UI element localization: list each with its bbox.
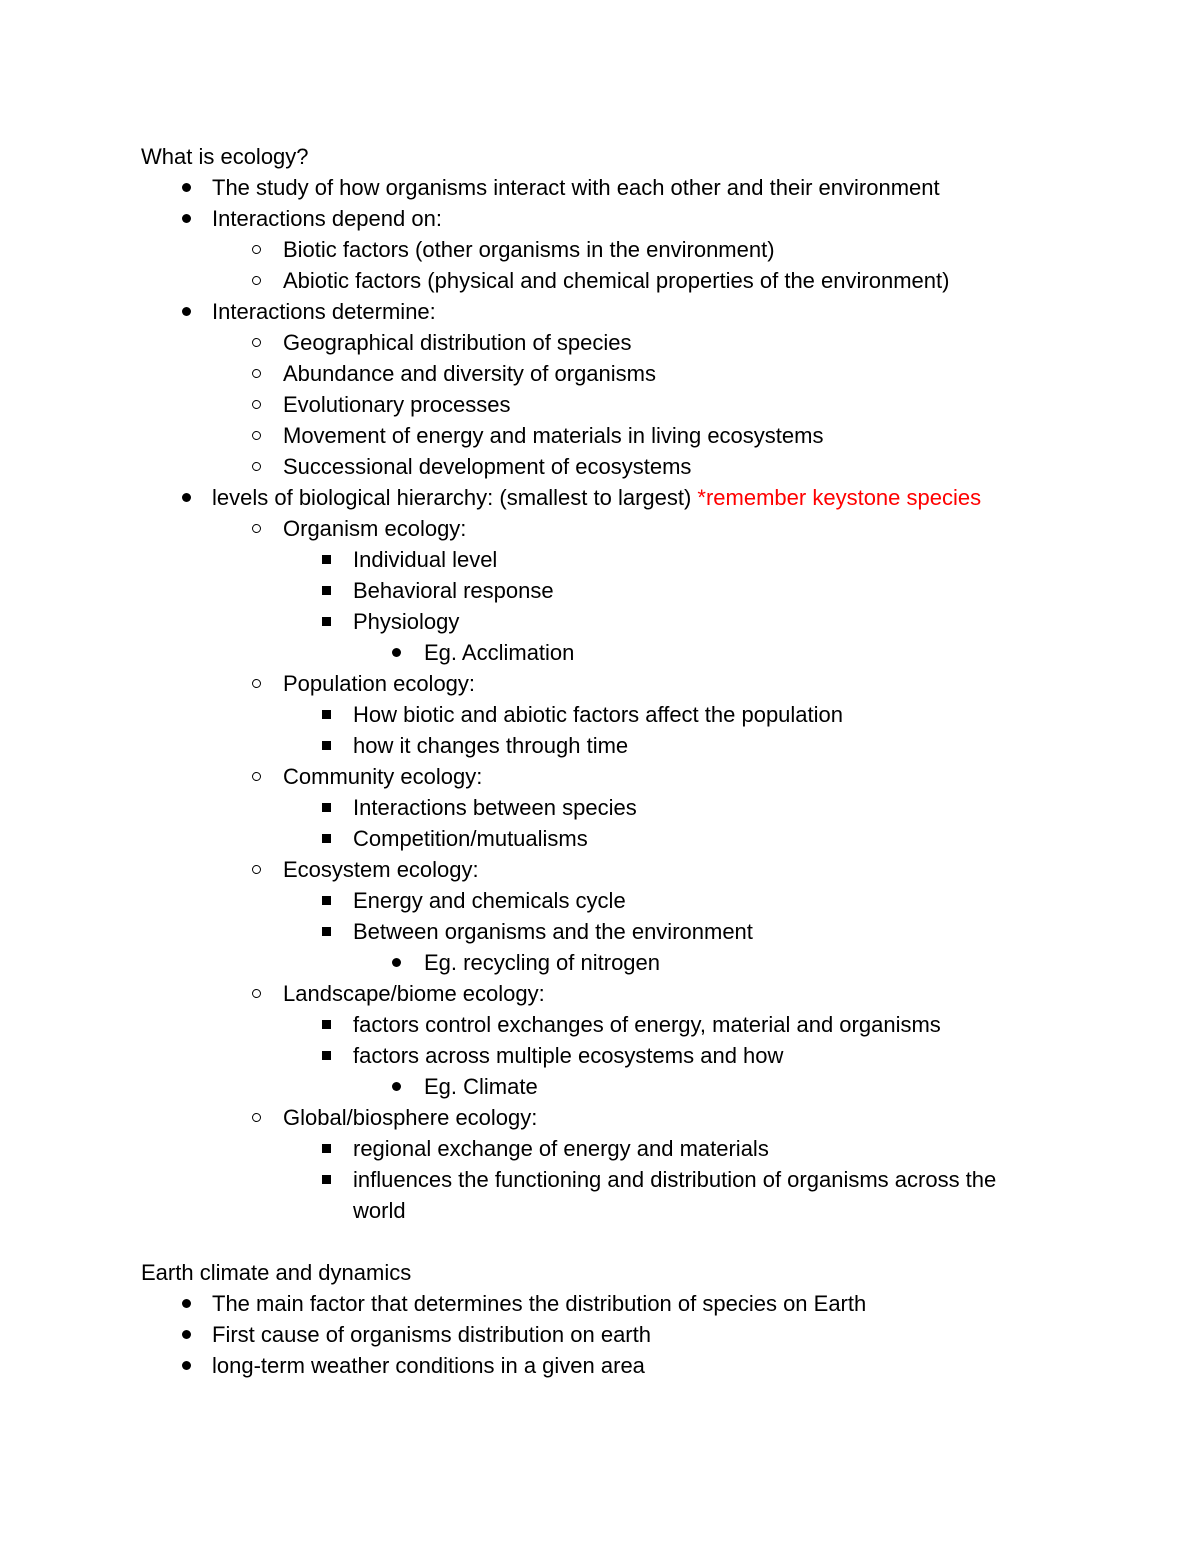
list-item	[0, 575, 1053, 606]
list-item-text: Population ecology:	[283, 671, 476, 696]
highlight-note: *remember keystone species	[697, 485, 982, 510]
square-bullet-icon	[319, 823, 333, 854]
hollow-bullet-icon	[249, 1102, 263, 1133]
list-item-text: Individual level	[353, 547, 498, 572]
square-bullet-icon	[319, 885, 333, 916]
list-item	[0, 1319, 1200, 1350]
list-item-text: Energy and chemicals cycle	[353, 888, 626, 913]
list-item-text: Physiology	[353, 609, 460, 634]
list-item	[0, 358, 1200, 389]
list-item-text: The main factor that determines the distribution of species on Earth	[212, 1291, 867, 1316]
square-bullet-icon	[319, 1040, 333, 1071]
list-item-text: How biotic and abiotic factors affect the population	[353, 702, 844, 727]
hollow-bullet-icon	[249, 668, 263, 699]
list-item-text: Community ecology:	[283, 764, 483, 789]
list-item-text: Successional development of ecosystems	[283, 454, 692, 479]
hollow-bullet-icon	[249, 358, 263, 389]
list-item	[0, 885, 1053, 916]
square-bullet-icon	[319, 730, 333, 761]
square-bullet-icon	[319, 544, 333, 575]
list-item-text: Competition/mutualisms	[353, 826, 588, 851]
list-item	[0, 1350, 1200, 1381]
list-item-text: Movement of energy and materials in living ecosystems	[283, 423, 824, 448]
list-item	[0, 1164, 1053, 1226]
list-item	[0, 854, 1200, 885]
list-item-text: First cause of organisms distribution on earth	[212, 1322, 651, 1347]
list-item	[0, 1133, 1053, 1164]
list-item	[0, 823, 1053, 854]
list-item	[0, 327, 1200, 358]
list-item-text: long-term weather conditions in a given area	[212, 1353, 645, 1378]
filled-bullet-icon	[389, 637, 403, 668]
list-item-text: regional exchange of energy and materials	[353, 1136, 769, 1161]
square-bullet-icon	[319, 1164, 333, 1195]
document-page	[0, 141, 1200, 1381]
hollow-bullet-icon	[249, 234, 263, 265]
list-item	[0, 265, 1200, 296]
list-item	[0, 1288, 1200, 1319]
list-item-text: levels of biological hierarchy: (smallest to largest)	[212, 485, 698, 510]
filled-bullet-icon	[179, 203, 193, 234]
list-item	[0, 1040, 1053, 1071]
filled-bullet-icon	[179, 172, 193, 203]
list-item-text: Interactions depend on:	[212, 206, 442, 231]
square-bullet-icon	[319, 792, 333, 823]
filled-bullet-icon	[389, 947, 403, 978]
list-item-text: Biotic factors (other organisms in the environment)	[283, 237, 775, 262]
list-item-text: Behavioral response	[353, 578, 554, 603]
hollow-bullet-icon	[249, 854, 263, 885]
filled-bullet-icon	[179, 296, 193, 327]
section-heading-climate: Earth climate and dynamics	[141, 1260, 412, 1285]
list-item	[0, 234, 1200, 265]
hollow-bullet-icon	[249, 389, 263, 420]
list-item	[0, 1071, 1200, 1102]
section-heading-ecology: What is ecology?	[141, 144, 309, 169]
list-item-text: influences the functioning and distribution of organisms across the world	[353, 1167, 997, 1223]
square-bullet-icon	[319, 606, 333, 637]
list-item	[0, 730, 1053, 761]
list-item	[0, 761, 1200, 792]
list-item-text: Ecosystem ecology:	[283, 857, 479, 882]
list-item-text: Organism ecology:	[283, 516, 467, 541]
list-item	[0, 947, 1200, 978]
list-item-text: Abiotic factors (physical and chemical properties of the environment)	[283, 268, 950, 293]
square-bullet-icon	[319, 575, 333, 606]
list-item	[0, 699, 1053, 730]
hollow-bullet-icon	[249, 420, 263, 451]
list-item-text: Between organisms and the environment	[353, 919, 753, 944]
list-item	[0, 451, 1200, 482]
list-item	[0, 482, 1200, 513]
list-item	[0, 296, 1200, 327]
square-bullet-icon	[319, 1009, 333, 1040]
hollow-bullet-icon	[249, 265, 263, 296]
square-bullet-icon	[319, 1133, 333, 1164]
list-item	[0, 916, 1053, 947]
filled-bullet-icon	[179, 1319, 193, 1350]
filled-bullet-icon	[179, 482, 193, 513]
filled-bullet-icon	[179, 1288, 193, 1319]
filled-bullet-icon	[179, 1350, 193, 1381]
list-item	[0, 792, 1053, 823]
list-item-text: Interactions determine:	[212, 299, 436, 324]
list-item-text: Evolutionary processes	[283, 392, 511, 417]
list-item	[0, 606, 1053, 637]
list-item-text: how it changes through time	[353, 733, 629, 758]
list-item	[0, 668, 1200, 699]
list-item	[0, 1009, 1053, 1040]
list-item	[0, 1102, 1200, 1133]
hollow-bullet-icon	[249, 978, 263, 1009]
list-item-text: factors control exchanges of energy, material and organisms	[353, 1012, 941, 1037]
list-item	[0, 389, 1200, 420]
list-item	[0, 544, 1053, 575]
list-item	[0, 203, 1200, 234]
hollow-bullet-icon	[249, 451, 263, 482]
filled-bullet-icon	[389, 1071, 403, 1102]
list-item	[0, 513, 1200, 544]
square-bullet-icon	[319, 699, 333, 730]
list-item-text: Geographical distribution of species	[283, 330, 632, 355]
list-item	[0, 172, 1200, 203]
list-item-text: Eg. recycling of nitrogen	[424, 950, 661, 975]
spacer	[0, 1226, 1200, 1257]
list-item-text: Interactions between species	[353, 795, 637, 820]
square-bullet-icon	[319, 916, 333, 947]
list-item	[0, 637, 1200, 668]
list-item-text: factors across multiple ecosystems and how	[353, 1043, 784, 1068]
hollow-bullet-icon	[249, 513, 263, 544]
list-item-text: Eg. Climate	[424, 1074, 538, 1099]
list-item-text: The study of how organisms interact with each other and their environment	[212, 175, 940, 200]
list-item	[0, 420, 1200, 451]
list-item-text: Eg. Acclimation	[424, 640, 575, 665]
list-item-text: Abundance and diversity of organisms	[283, 361, 656, 386]
list-item	[0, 978, 1200, 1009]
hollow-bullet-icon	[249, 761, 263, 792]
hollow-bullet-icon	[249, 327, 263, 358]
list-item-text: Landscape/biome ecology:	[283, 981, 545, 1006]
list-item-text: Global/biosphere ecology:	[283, 1105, 538, 1130]
